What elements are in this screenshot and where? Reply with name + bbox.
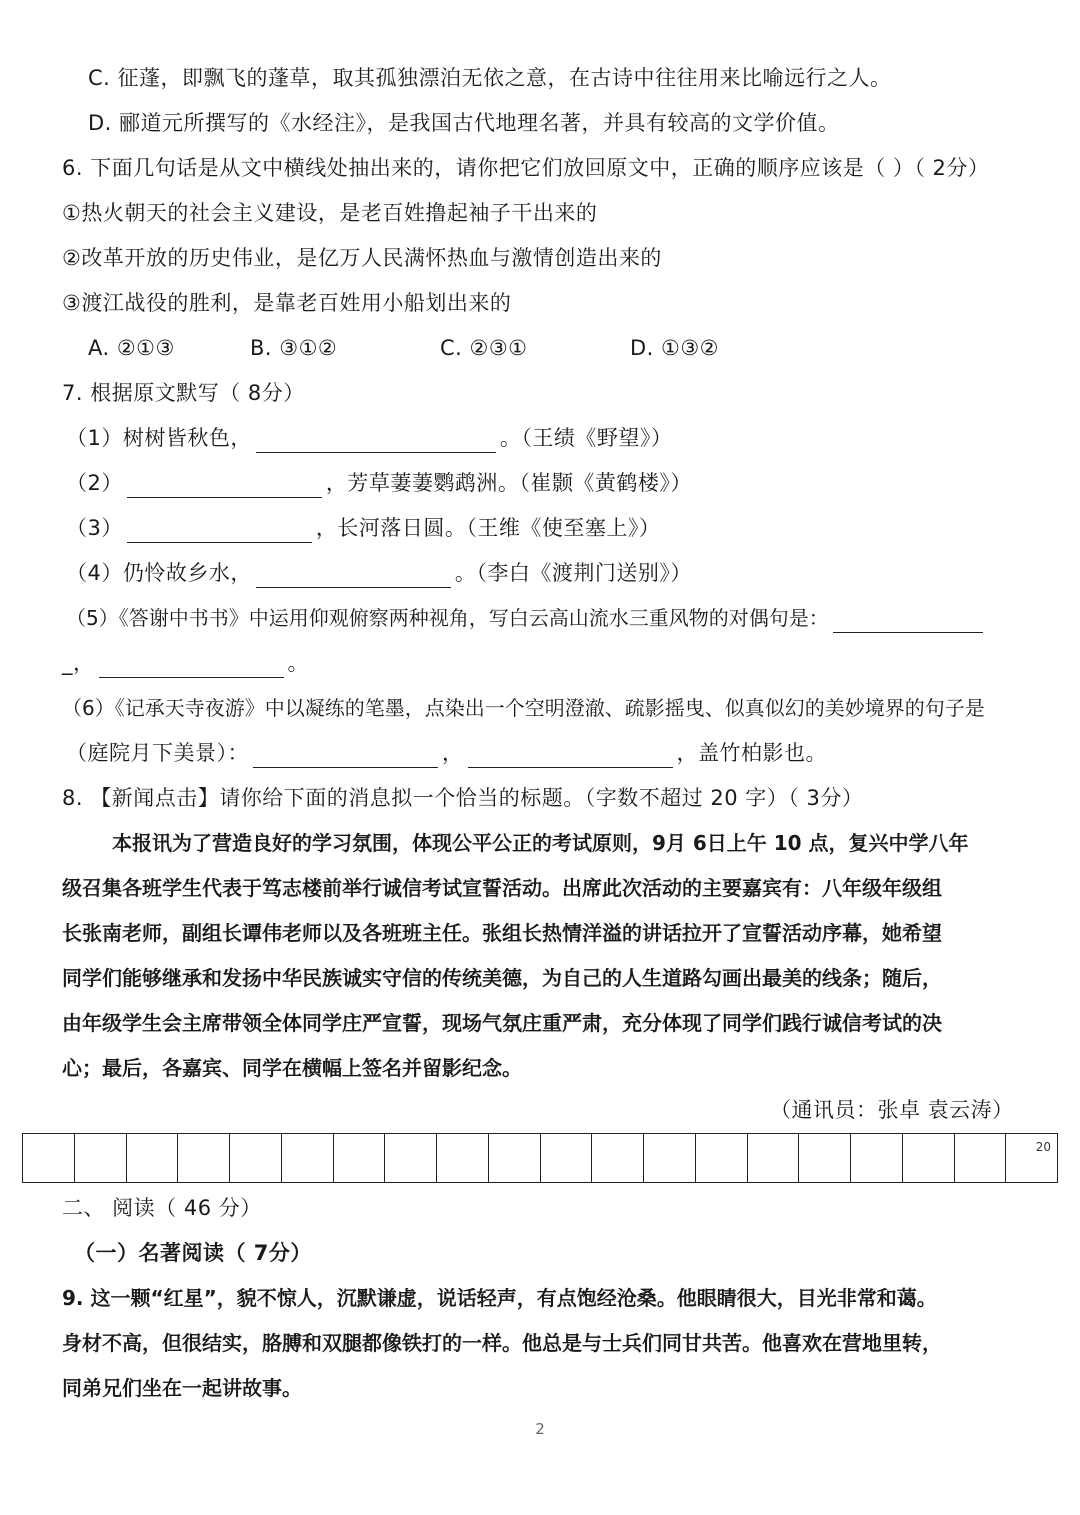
q7-item-1 [66,423,672,453]
page-number: 2 [535,1420,545,1438]
grid-cell[interactable] [644,1134,696,1182]
q7-item-6-cont [66,738,827,768]
q7-item-5-prefix: （5）《答谢中书书》中运用仰观俯察两种视角，写白云高山流水三重风物的对偶句是： [66,606,829,630]
grid-cell[interactable] [127,1134,179,1182]
q7-item-3-prefix: （3） [66,516,123,540]
q5-option-d: D. 郦道元所撰写的《水经注》，是我国古代地理名著，并具有较高的文学价值。 [88,111,840,135]
q6-sentence-1: ①热火朝天的社会主义建设，是老百姓撸起袖子干出来的 [62,201,598,225]
q6-stem: 6. 下面几句话是从文中横线处抽出来的，请你把它们放回原文中，正确的顺序应该是（ ）（ 2分） [62,156,990,180]
grid-cell[interactable] [851,1134,903,1182]
grid-cell[interactable] [437,1134,489,1182]
grid-cell[interactable] [75,1134,127,1182]
answer-blank-5a[interactable] [833,610,983,633]
q9-line-1: 9. 这一颗“红星”，貌不惊人，沉默谦虚，说话轻声，有点饱经沧桑。他眼睛很大，目光非常和蔼。 [62,1286,937,1310]
grid-cell[interactable] [799,1134,851,1182]
grid-cell[interactable] [282,1134,334,1182]
news-line-4: 同学们能够继承和发扬中华民族诚实守信的传统美德，为自己的人生道路勾画出最美的线条；随后， [62,966,942,990]
answer-grid [22,1133,1058,1183]
q7-item-1-suffix: 。（王绩《野望》） [499,426,673,450]
subsection-1-title: （一）名著阅读（ 7分） [74,1241,312,1265]
q7-item-2 [66,468,692,498]
q6-option-c: C. ②③① [440,336,528,360]
grid-cell[interactable] [955,1134,1007,1182]
q6-sentence-3: ③渡江战役的胜利，是靠老百姓用小船划出来的 [62,291,512,315]
q7-item-6: （6）《记承天寺夜游》中以凝练的笔墨，点染出一个空明澄澈、疏影摇曳、似真似幻的美妙境界的句子是 [62,696,985,720]
news-byline: （通讯员：张卓 袁云涛） [770,1098,1014,1122]
answer-blank-5b[interactable] [99,655,284,678]
grid-count-label: 20 [1035,1140,1051,1154]
q7-item-3-suffix: ，长河落日圆。（王维《使至塞上》） [315,516,661,540]
grid-cell[interactable] [334,1134,386,1182]
grid-cell[interactable] [230,1134,282,1182]
answer-blank-6a[interactable] [253,745,438,768]
q5-option-c: C. 征蓬，即飘飞的蓬草，取其孤独漂泊无依之意，在古诗中往往用来比喻远行之人。 [88,66,892,90]
news-line-2: 级召集各班学生代表于笃志楼前举行诚信考试宣誓活动。出席此次活动的主要嘉宾有：八年级年级组 [62,876,942,900]
answer-blank-6b[interactable] [468,745,673,768]
grid-cell[interactable] [748,1134,800,1182]
q7-item-4-prefix: （4）仍怜故乡水， [66,561,252,585]
section-2-title: 二、 阅读（ 46 分） [62,1196,262,1220]
q7-item-6-prefix: （庭院月下美景）： [66,741,249,765]
q7-item-5 [66,603,987,633]
answer-blank-1[interactable] [256,430,496,453]
q6-option-b: B. ③①② [250,336,338,360]
answer-blank-4[interactable] [256,565,451,588]
grid-cell[interactable] [696,1134,748,1182]
q9-line-3: 同弟兄们坐在一起讲故事。 [62,1376,302,1400]
q7-item-5-end: 。 [287,651,309,675]
q9-line-2: 身材不高，但很结实，胳膊和双腿都像铁打的一样。他总是与士兵们同甘共苦。他喜欢在营地里转， [62,1331,942,1355]
q6-sentence-2: ②改革开放的历史伟业，是亿万人民满怀热血与激情创造出来的 [62,246,662,270]
q7-item-4-suffix: 。（李白《渡荆门送别》） [454,561,692,585]
q7-item-6-suffix: ，盖竹柏影也。 [676,741,827,765]
q7-item-3 [66,513,660,543]
news-line-5: 由年级学生会主席带领全体同学庄严宣誓，现场气氛庄重严肃，充分体现了同学们践行诚信考试的决 [62,1011,942,1035]
answer-blank-3[interactable] [127,520,312,543]
q7-stem: 7. 根据原文默写（ 8分） [62,381,305,405]
grid-cell-last[interactable] [1006,1134,1057,1182]
news-line-1: 本报讯为了营造良好的学习氛围，体现公平公正的考试原则，9月 6日上午 10 点，复兴中学八年 [112,831,969,855]
grid-cell[interactable] [903,1134,955,1182]
q7-item-4 [66,558,692,588]
grid-cell[interactable] [23,1134,75,1182]
q7-item-1-prefix: （1）树树皆秋色， [66,426,252,450]
q7-item-5-cont [62,648,309,678]
grid-cell[interactable] [541,1134,593,1182]
grid-cell[interactable] [385,1134,437,1182]
answer-blank-2[interactable] [127,475,322,498]
news-line-3: 长张南老师，副组长谭伟老师以及各班班主任。张组长热情洋溢的讲话拉开了宣誓活动序幕，她希望 [62,921,942,945]
q8-stem: 8. 【新闻点击】请你给下面的消息拟一个恰当的标题。（字数不超过 20 字）（ 3分） [62,786,864,810]
q6-option-a: A. ②①③ [88,336,175,360]
news-line-6: 心；最后，各嘉宾、同学在横幅上签名并留影纪念。 [62,1056,522,1080]
q7-item-2-prefix: （2） [66,471,123,495]
grid-cell[interactable] [592,1134,644,1182]
grid-cell[interactable] [178,1134,230,1182]
q7-item-2-suffix: ，芳草萋萋鹦鹉洲。（崔颢《黄鹤楼》） [325,471,692,495]
q6-option-d: D. ①③② [630,336,719,360]
q7-item-5-mid: _， [62,651,95,675]
grid-cell[interactable] [489,1134,541,1182]
q7-item-6-sep: ， [442,741,464,765]
